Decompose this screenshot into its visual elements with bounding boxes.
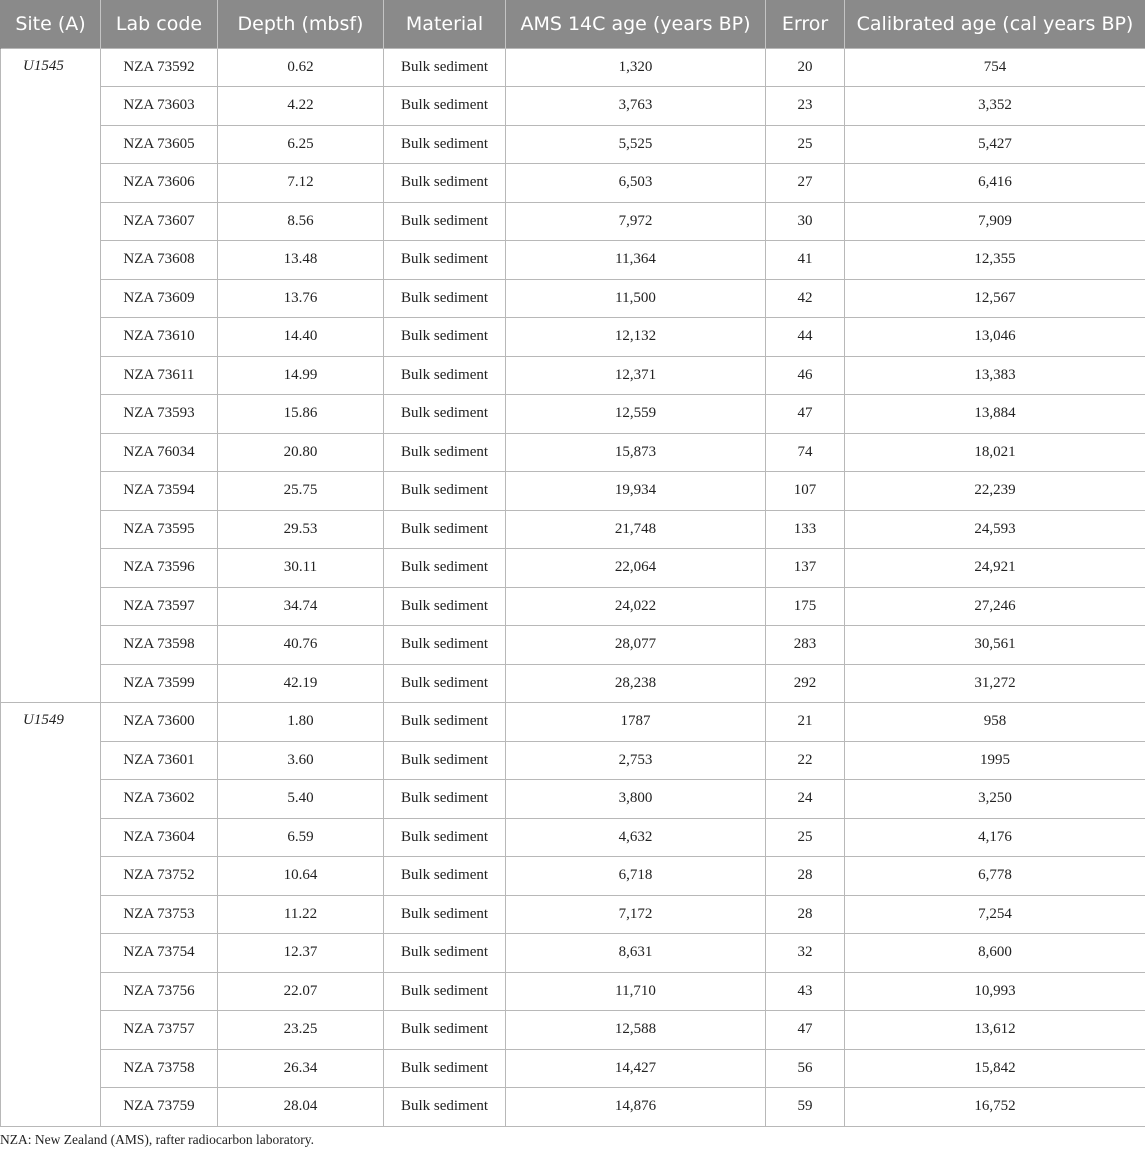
header-row [1,0,1145,48]
lab-code-cell: NZA 73603 [101,87,218,126]
depth-cell: 15.86 [218,395,384,434]
error-cell: 30 [766,202,845,241]
ams-age-cell: 11,710 [506,972,766,1011]
lab-code-cell: NZA 73599 [101,664,218,703]
ams-age-cell: 24,022 [506,587,766,626]
lab-code-cell: NZA 73756 [101,972,218,1011]
ams-age-cell: 1,320 [506,48,766,87]
ams-age-cell: 11,364 [506,241,766,280]
error-cell: 21 [766,703,845,742]
depth-cell: 14.99 [218,356,384,395]
lab-code-cell: NZA 73606 [101,164,218,203]
calibrated-age-cell: 13,383 [845,356,1145,395]
material-cell: Bulk sediment [384,703,506,742]
depth-cell: 6.59 [218,818,384,857]
lab-code-cell: NZA 73594 [101,472,218,511]
header-lab-code: Lab code [101,0,218,48]
error-cell: 27 [766,164,845,203]
calibrated-age-cell: 3,250 [845,780,1145,819]
depth-cell: 8.56 [218,202,384,241]
depth-cell: 23.25 [218,1011,384,1050]
table-row [1,1011,1145,1050]
table-header [1,0,1145,48]
error-cell: 42 [766,279,845,318]
depth-cell: 6.25 [218,125,384,164]
lab-code-cell: NZA 73758 [101,1049,218,1088]
header-material: Material [384,0,506,48]
lab-code-cell: NZA 73607 [101,202,218,241]
ams-age-cell: 21,748 [506,510,766,549]
ams-age-cell: 5,525 [506,125,766,164]
calibrated-age-cell: 22,239 [845,472,1145,511]
error-cell: 20 [766,48,845,87]
error-cell: 43 [766,972,845,1011]
site-cell: U1545 [1,48,101,703]
lab-code-cell: NZA 73597 [101,587,218,626]
error-cell: 23 [766,87,845,126]
ams-age-cell: 6,718 [506,857,766,896]
ams-age-cell: 8,631 [506,934,766,973]
error-cell: 22 [766,741,845,780]
calibrated-age-cell: 6,416 [845,164,1145,203]
table-row [1,433,1145,472]
depth-cell: 40.76 [218,626,384,665]
material-cell: Bulk sediment [384,87,506,126]
calibrated-age-cell: 30,561 [845,626,1145,665]
material-cell: Bulk sediment [384,1011,506,1050]
calibrated-age-cell: 31,272 [845,664,1145,703]
calibrated-age-cell: 16,752 [845,1088,1145,1127]
material-cell: Bulk sediment [384,549,506,588]
material-cell: Bulk sediment [384,857,506,896]
lab-code-cell: NZA 73595 [101,510,218,549]
calibrated-age-cell: 12,567 [845,279,1145,318]
ams-age-cell: 12,371 [506,356,766,395]
ams-age-cell: 2,753 [506,741,766,780]
depth-cell: 42.19 [218,664,384,703]
material-cell: Bulk sediment [384,972,506,1011]
site-cell: U1549 [1,703,101,1127]
error-cell: 25 [766,818,845,857]
depth-cell: 7.12 [218,164,384,203]
table-body [1,48,1145,1126]
depth-cell: 22.07 [218,972,384,1011]
ams-age-cell: 7,972 [506,202,766,241]
depth-cell: 5.40 [218,780,384,819]
material-cell: Bulk sediment [384,664,506,703]
table-row [1,125,1145,164]
material-cell: Bulk sediment [384,741,506,780]
table-row [1,703,1145,742]
material-cell: Bulk sediment [384,356,506,395]
material-cell: Bulk sediment [384,818,506,857]
material-cell: Bulk sediment [384,395,506,434]
calibrated-age-cell: 8,600 [845,934,1145,973]
lab-code-cell: NZA 73592 [101,48,218,87]
depth-cell: 20.80 [218,433,384,472]
lab-code-cell: NZA 73611 [101,356,218,395]
table-row [1,48,1145,87]
table-row [1,510,1145,549]
error-cell: 283 [766,626,845,665]
calibrated-age-cell: 7,909 [845,202,1145,241]
table-row [1,818,1145,857]
calibrated-age-cell: 13,612 [845,1011,1145,1050]
depth-cell: 4.22 [218,87,384,126]
table-row [1,395,1145,434]
header-depth: Depth (mbsf) [218,0,384,48]
calibrated-age-cell: 7,254 [845,895,1145,934]
ams-age-cell: 12,588 [506,1011,766,1050]
ams-age-cell: 3,763 [506,87,766,126]
calibrated-age-cell: 1995 [845,741,1145,780]
ams-age-cell: 14,876 [506,1088,766,1127]
header-site: Site (A) [1,0,101,48]
depth-cell: 13.48 [218,241,384,280]
depth-cell: 13.76 [218,279,384,318]
table-row [1,1088,1145,1127]
calibrated-age-cell: 958 [845,703,1145,742]
material-cell: Bulk sediment [384,510,506,549]
lab-code-cell: NZA 73604 [101,818,218,857]
error-cell: 28 [766,857,845,896]
table-row [1,472,1145,511]
error-cell: 292 [766,664,845,703]
header-ams-age: AMS 14C age (years BP) [506,0,766,48]
calibrated-age-cell: 18,021 [845,433,1145,472]
depth-cell: 26.34 [218,1049,384,1088]
error-cell: 41 [766,241,845,280]
table-row [1,318,1145,357]
table-row [1,664,1145,703]
ams-age-cell: 12,559 [506,395,766,434]
material-cell: Bulk sediment [384,587,506,626]
lab-code-cell: NZA 73609 [101,279,218,318]
ams-age-cell: 28,077 [506,626,766,665]
material-cell: Bulk sediment [384,318,506,357]
ams-age-cell: 22,064 [506,549,766,588]
depth-cell: 29.53 [218,510,384,549]
table-row [1,164,1145,203]
error-cell: 44 [766,318,845,357]
calibrated-age-cell: 13,884 [845,395,1145,434]
calibrated-age-cell: 5,427 [845,125,1145,164]
depth-cell: 25.75 [218,472,384,511]
material-cell: Bulk sediment [384,433,506,472]
table-row [1,780,1145,819]
lab-code-cell: NZA 73608 [101,241,218,280]
depth-cell: 30.11 [218,549,384,588]
depth-cell: 14.40 [218,318,384,357]
lab-code-cell: NZA 73602 [101,780,218,819]
material-cell: Bulk sediment [384,626,506,665]
header-calibrated-age: Calibrated age (cal years BP) [845,0,1145,48]
calibrated-age-cell: 754 [845,48,1145,87]
calibrated-age-cell: 10,993 [845,972,1145,1011]
calibrated-age-cell: 15,842 [845,1049,1145,1088]
table-row [1,741,1145,780]
calibrated-age-cell: 13,046 [845,318,1145,357]
depth-cell: 0.62 [218,48,384,87]
table-footnote: NZA: New Zealand (AMS), rafter radiocarbon laboratory. [0,1132,315,1147]
material-cell: Bulk sediment [384,472,506,511]
table-row [1,587,1145,626]
depth-cell: 1.80 [218,703,384,742]
table-row [1,549,1145,588]
error-cell: 32 [766,934,845,973]
table-row [1,356,1145,395]
material-cell: Bulk sediment [384,934,506,973]
header-error: Error [766,0,845,48]
lab-code-cell: NZA 73600 [101,703,218,742]
table-row [1,241,1145,280]
error-cell: 137 [766,549,845,588]
error-cell: 133 [766,510,845,549]
error-cell: 107 [766,472,845,511]
ams-age-cell: 28,238 [506,664,766,703]
table-row [1,279,1145,318]
ams-age-cell: 1787 [506,703,766,742]
ams-age-cell: 7,172 [506,895,766,934]
lab-code-cell: NZA 73610 [101,318,218,357]
ams-age-cell: 12,132 [506,318,766,357]
error-cell: 59 [766,1088,845,1127]
lab-code-cell: NZA 73759 [101,1088,218,1127]
table-row [1,202,1145,241]
ams-age-cell: 14,427 [506,1049,766,1088]
calibrated-age-cell: 24,921 [845,549,1145,588]
calibrated-age-cell: 27,246 [845,587,1145,626]
lab-code-cell: NZA 73605 [101,125,218,164]
depth-cell: 28.04 [218,1088,384,1127]
ams-age-cell: 15,873 [506,433,766,472]
lab-code-cell: NZA 73754 [101,934,218,973]
depth-cell: 10.64 [218,857,384,896]
ams-age-cell: 3,800 [506,780,766,819]
material-cell: Bulk sediment [384,279,506,318]
material-cell: Bulk sediment [384,125,506,164]
material-cell: Bulk sediment [384,202,506,241]
material-cell: Bulk sediment [384,48,506,87]
error-cell: 28 [766,895,845,934]
table-row [1,87,1145,126]
calibrated-age-cell: 3,352 [845,87,1145,126]
table-row [1,972,1145,1011]
lab-code-cell: NZA 73757 [101,1011,218,1050]
error-cell: 74 [766,433,845,472]
lab-code-cell: NZA 73596 [101,549,218,588]
error-cell: 25 [766,125,845,164]
error-cell: 24 [766,780,845,819]
depth-cell: 34.74 [218,587,384,626]
material-cell: Bulk sediment [384,895,506,934]
lab-code-cell: NZA 73753 [101,895,218,934]
depth-cell: 12.37 [218,934,384,973]
table-row [1,895,1145,934]
depth-cell: 3.60 [218,741,384,780]
table-row [1,934,1145,973]
error-cell: 46 [766,356,845,395]
ams-age-cell: 4,632 [506,818,766,857]
calibrated-age-cell: 4,176 [845,818,1145,857]
calibrated-age-cell: 6,778 [845,857,1145,896]
lab-code-cell: NZA 76034 [101,433,218,472]
lab-code-cell: NZA 73601 [101,741,218,780]
material-cell: Bulk sediment [384,780,506,819]
ams-age-cell: 11,500 [506,279,766,318]
material-cell: Bulk sediment [384,1088,506,1127]
ams-age-cell: 6,503 [506,164,766,203]
error-cell: 47 [766,395,845,434]
error-cell: 175 [766,587,845,626]
table-row [1,1049,1145,1088]
table-row [1,626,1145,665]
depth-cell: 11.22 [218,895,384,934]
calibrated-age-cell: 24,593 [845,510,1145,549]
calibrated-age-cell: 12,355 [845,241,1145,280]
material-cell: Bulk sediment [384,241,506,280]
table-row [1,857,1145,896]
lab-code-cell: NZA 73593 [101,395,218,434]
lab-code-cell: NZA 73752 [101,857,218,896]
material-cell: Bulk sediment [384,164,506,203]
error-cell: 47 [766,1011,845,1050]
ams-age-cell: 19,934 [506,472,766,511]
material-cell: Bulk sediment [384,1049,506,1088]
lab-code-cell: NZA 73598 [101,626,218,665]
error-cell: 56 [766,1049,845,1088]
